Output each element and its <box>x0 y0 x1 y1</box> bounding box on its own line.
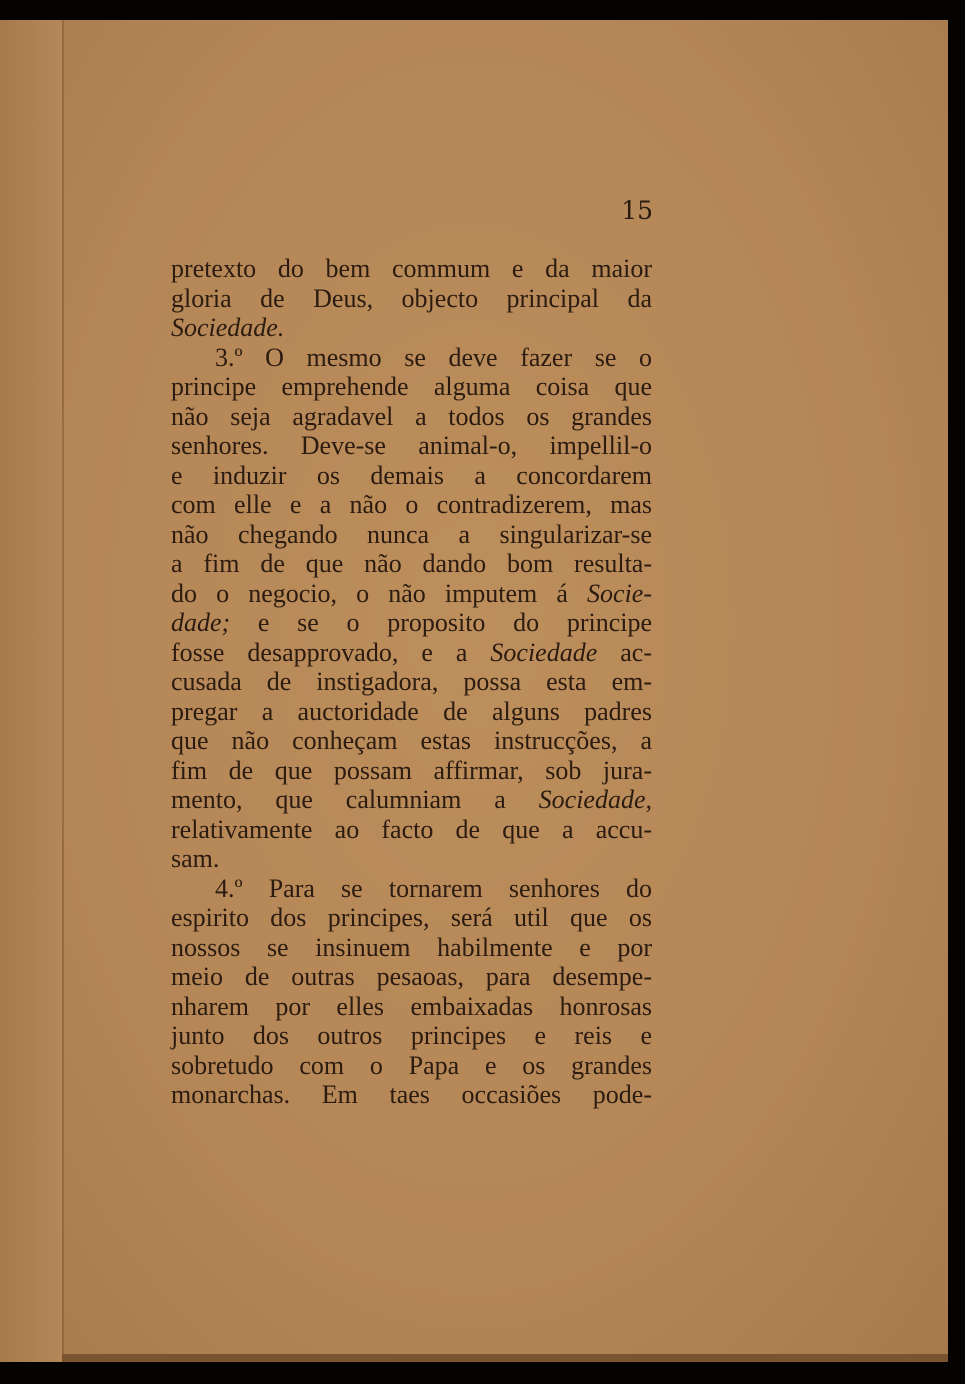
text-line <box>171 962 652 992</box>
text-segment: do o negocio, o não imputem á <box>171 578 588 608</box>
text-segment: e induzir os demais a concordarem <box>171 460 652 490</box>
text-segment: e se o proposito do principe <box>230 608 652 637</box>
text-segment: com elle e a não o contradizerem, mas <box>171 490 652 519</box>
text-line <box>171 756 652 786</box>
text-segment: pregar a auctoridade de alguns padres <box>171 696 652 726</box>
text-line <box>171 1051 652 1081</box>
text-segment: espirito dos principes, será util que os <box>171 903 652 932</box>
text-line <box>171 844 652 874</box>
page-fold-line <box>62 20 64 1362</box>
text-segment: gloria de Deus, objecto principal da <box>171 283 652 313</box>
text-segment: não chegando nunca a singularizar-se <box>171 519 652 549</box>
text-segment: meio de outras pesaoas, para desempe- <box>171 962 652 991</box>
text-line <box>171 402 652 432</box>
text-segment: fosse desapprovado, e a <box>171 637 491 667</box>
body-text <box>171 254 652 1110</box>
italic-text: dade; <box>171 608 231 637</box>
text-segment: junto dos outros principes e reis e <box>171 1021 652 1050</box>
text-line <box>171 992 652 1022</box>
text-segment: mento, que calumniam a <box>171 785 539 814</box>
text-line <box>171 785 652 815</box>
page-bottom-edge <box>62 1354 948 1362</box>
text-segment: sobretudo com o Papa e os grandes <box>171 1050 652 1080</box>
text-line <box>171 608 652 638</box>
text-line <box>171 284 652 314</box>
text-line <box>171 520 652 550</box>
text-segment: nharem por elles embaixadas honrosas <box>171 991 652 1021</box>
text-line <box>171 638 652 668</box>
italic-text: Sociedade, <box>538 785 652 814</box>
text-segment: sam. <box>171 844 220 873</box>
italic-text: Socie- <box>587 578 652 608</box>
binding-edge <box>0 20 62 1362</box>
page-number: 15 <box>621 196 653 225</box>
text-segment: não seja agradavel a todos os grandes <box>171 401 652 431</box>
text-segment: fim de que possam affirmar, sob jura- <box>171 755 652 785</box>
text-line <box>171 1021 652 1051</box>
italic-text: Sociedade. <box>171 313 285 342</box>
text-line <box>171 372 652 402</box>
text-line <box>171 903 652 933</box>
text-segment: nossos se insinuem habilmente e por <box>171 932 652 962</box>
text-line <box>171 254 652 284</box>
text-line <box>171 667 652 697</box>
text-line <box>171 726 652 756</box>
text-segment: senhores. Deve-se animal-o, impellil-o <box>171 431 652 460</box>
text-segment: que não conheçam estas instrucções, a <box>171 726 652 755</box>
text-line <box>171 490 652 520</box>
text-segment: pretexto do bem commum e da maior <box>171 254 652 283</box>
text-line <box>171 1080 652 1110</box>
text-segment: ac- <box>597 637 652 667</box>
text-line <box>171 461 652 491</box>
italic-text: Sociedade <box>490 637 598 667</box>
text-line <box>171 933 652 963</box>
text-segment: 3.º O mesmo se deve fazer se o <box>215 342 652 372</box>
text-line <box>171 431 652 461</box>
text-line <box>171 549 652 579</box>
text-segment: principe emprehende alguma coisa que <box>171 372 652 401</box>
text-segment: 4.º Para se tornarem senhores do <box>215 873 652 903</box>
text-line <box>171 697 652 727</box>
text-line <box>171 343 652 373</box>
text-segment: relativamente ao facto de que a accu- <box>171 814 652 844</box>
text-line <box>171 579 652 609</box>
text-segment: a fim de que não dando bom resulta- <box>171 549 652 578</box>
text-segment: cusada de instigadora, possa esta em- <box>171 667 652 696</box>
text-line <box>171 313 652 343</box>
text-line <box>171 815 652 845</box>
text-segment: monarchas. Em taes occasiões pode- <box>171 1080 652 1109</box>
text-line <box>171 874 652 904</box>
